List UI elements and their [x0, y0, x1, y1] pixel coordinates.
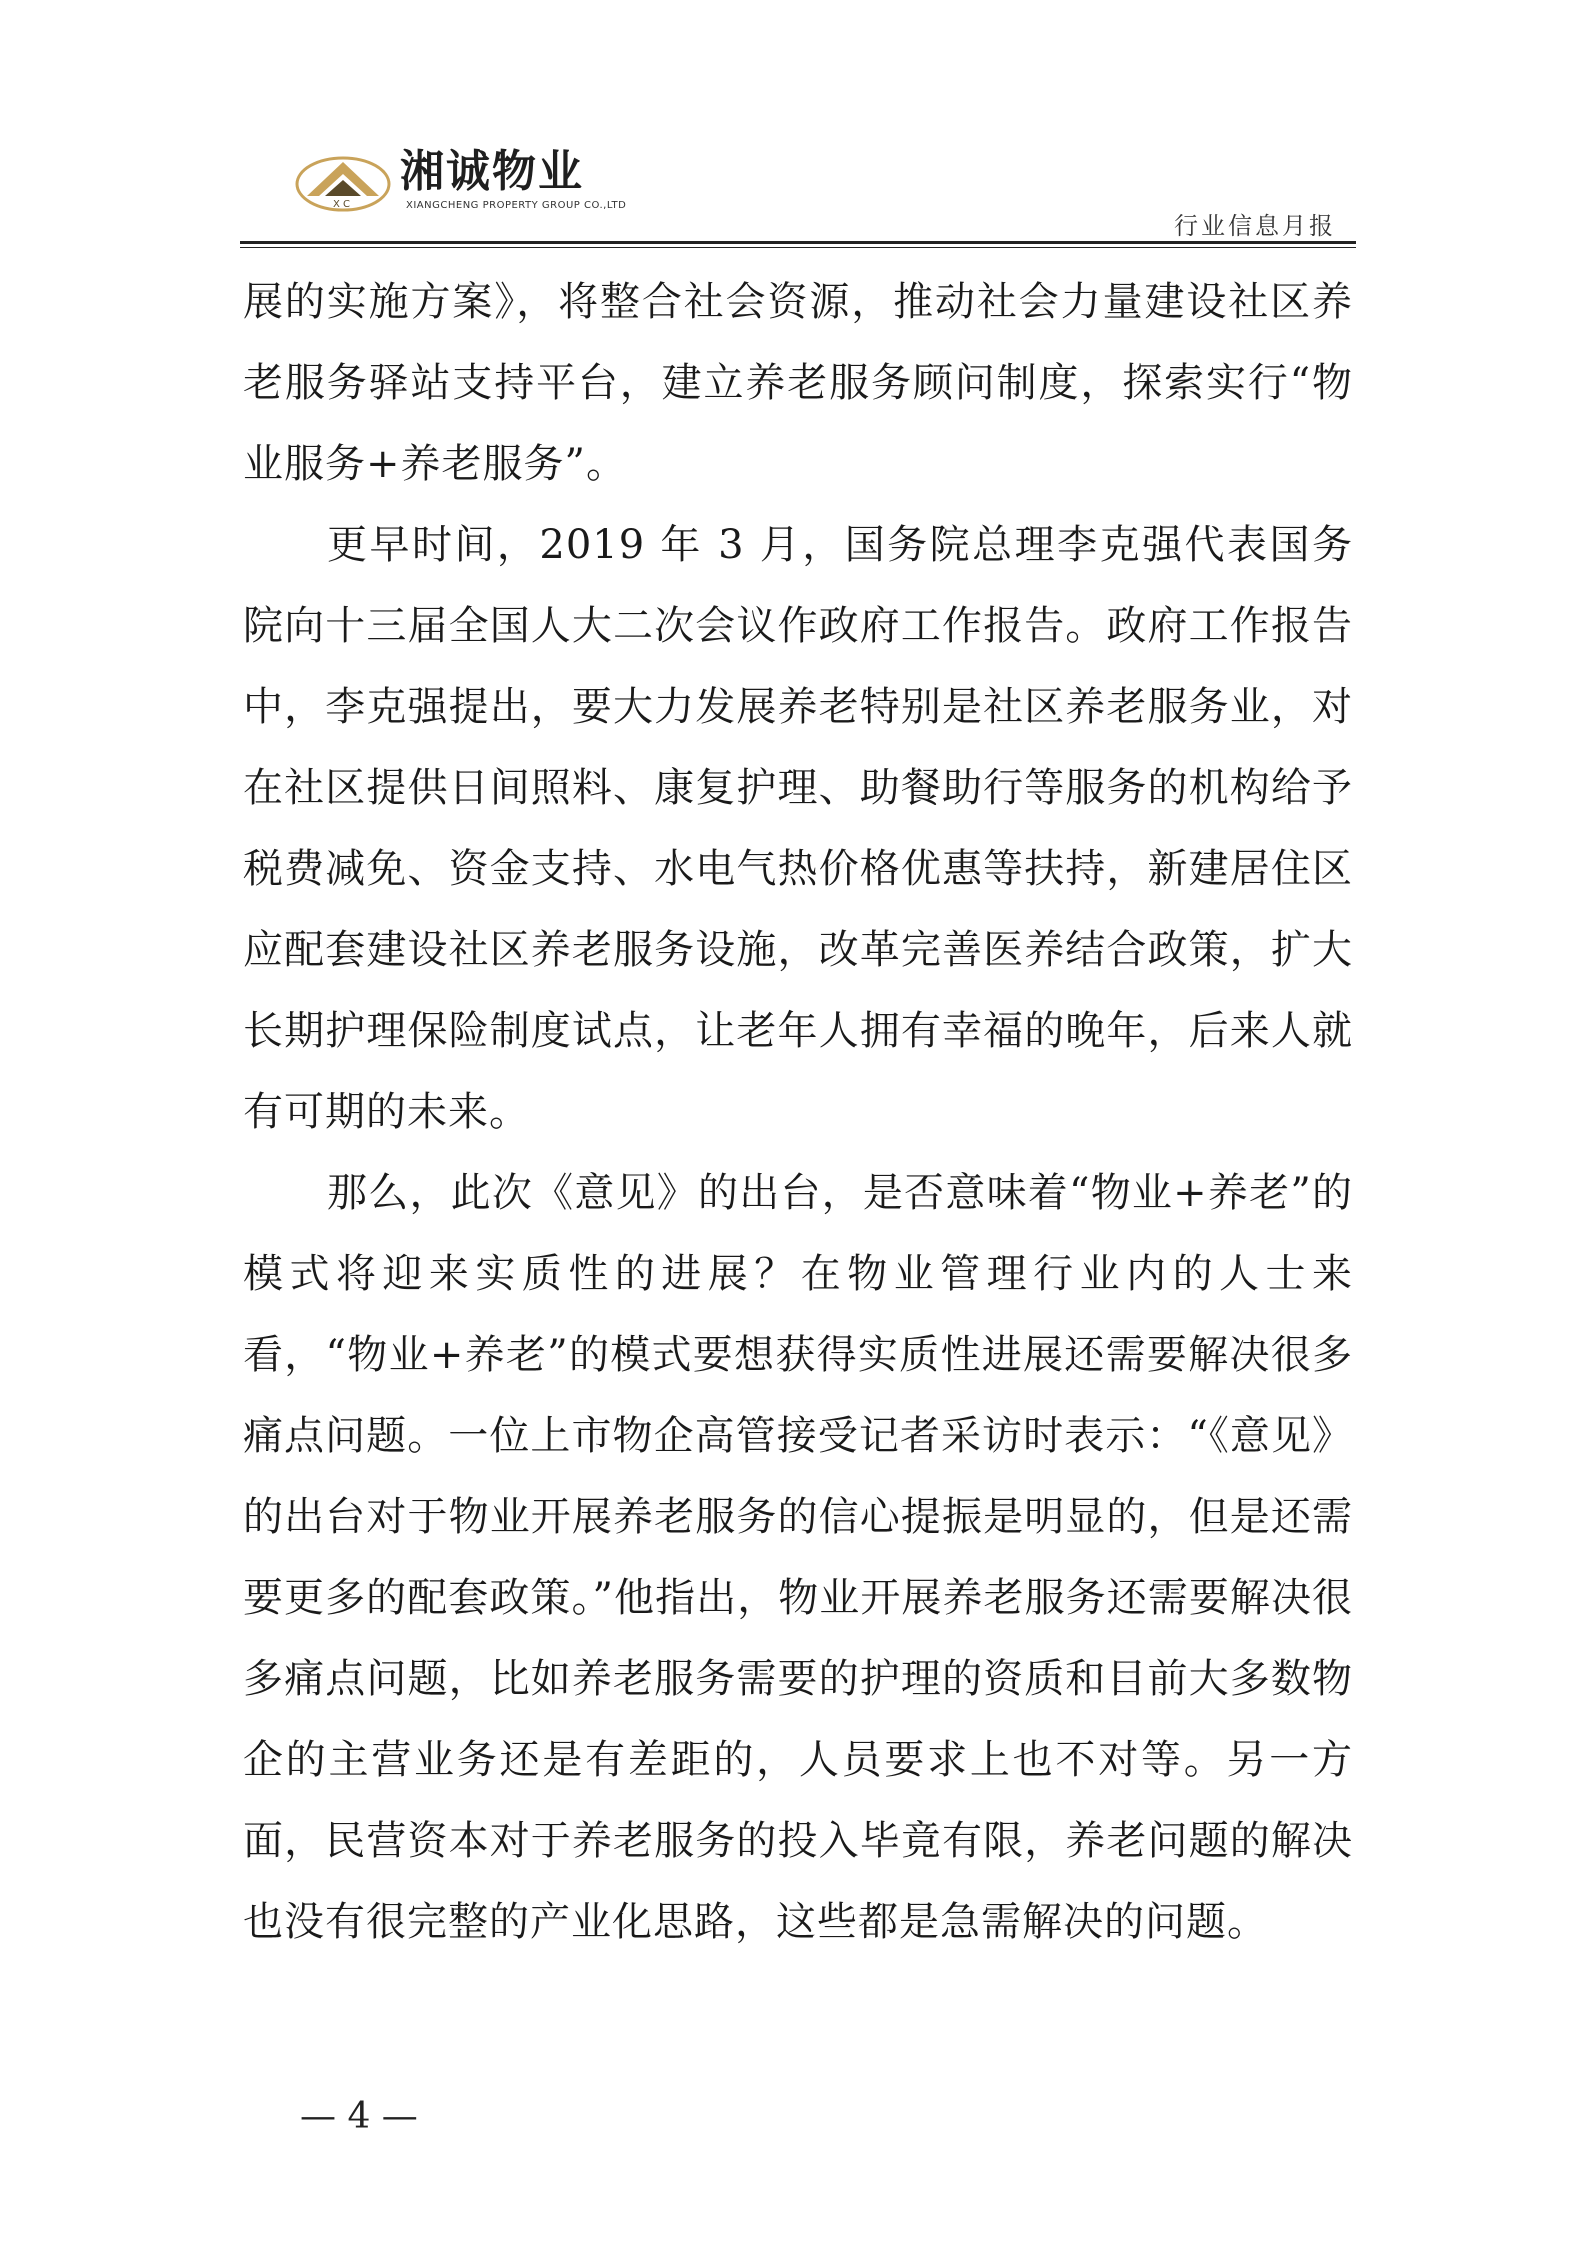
header-divider-thin	[240, 247, 1356, 248]
paragraph-government-report: 更早时间，2019 年 3 月，国务院总理李克强代表国务院向十三届全国人大二次会议作政府工作报告。政府工作报告中，李克强提出，要大力发展养老特别是社区养老服务业，对在社区提供日间照料、康复护理、助餐助行等服务的机构给予税费减免、资金支持、水电气热价格优惠等扶持，新建居住区应配套建设社区养老服务设施，改革完善医养结合政策，扩大长期护理保险制度试点，让老年人拥有幸福的晚年，后来人就有可期的未来。	[243, 522, 1353, 1135]
paragraph-industry-view: 那么，此次《意见》的出台，是否意味着“物业+养老”的模式将迎来实质性的进展？在物业管理行业内的人士来看，“物业+养老”的模式要想获得实质性进展还需要解决很多痛点问题。一位上市物企高管接受记者采访时表示：“《意见》的出台对于物业开展养老服务的信心提振是明显的，但是还需要更多的配套政策。”他指出，物业开展养老服务还需要解决很多痛点问题，比如养老服务需要的护理的资质和目前大多数物企的主营业务还是有差距的，人员要求上也不对等。另一方面，民营资本对于养老服务的投入毕竟有限，养老问题的解决也没有很完整的产业化思路，这些都是急需解决的问题。	[243, 1170, 1353, 1945]
header-divider-thick	[240, 241, 1356, 244]
company-name: 湘诚物业	[400, 146, 584, 197]
company-logo-icon	[295, 152, 391, 212]
report-title: 行业信息月报	[1174, 212, 1336, 240]
company-name-english: XIANGCHENG PROPERTY GROUP CO.,LTD	[406, 200, 627, 211]
page-number: — 4 —	[300, 2096, 418, 2137]
page-header	[240, 140, 1356, 248]
article-body	[243, 262, 1353, 1963]
paragraph-continuation: 展的实施方案》，将整合社会资源，推动社会力量建设社区养老服务驿站支持平台，建立养老服务顾问制度，探索实行“物业服务+养老服务”。	[243, 279, 1353, 487]
emblem-letters: X C	[333, 199, 351, 210]
